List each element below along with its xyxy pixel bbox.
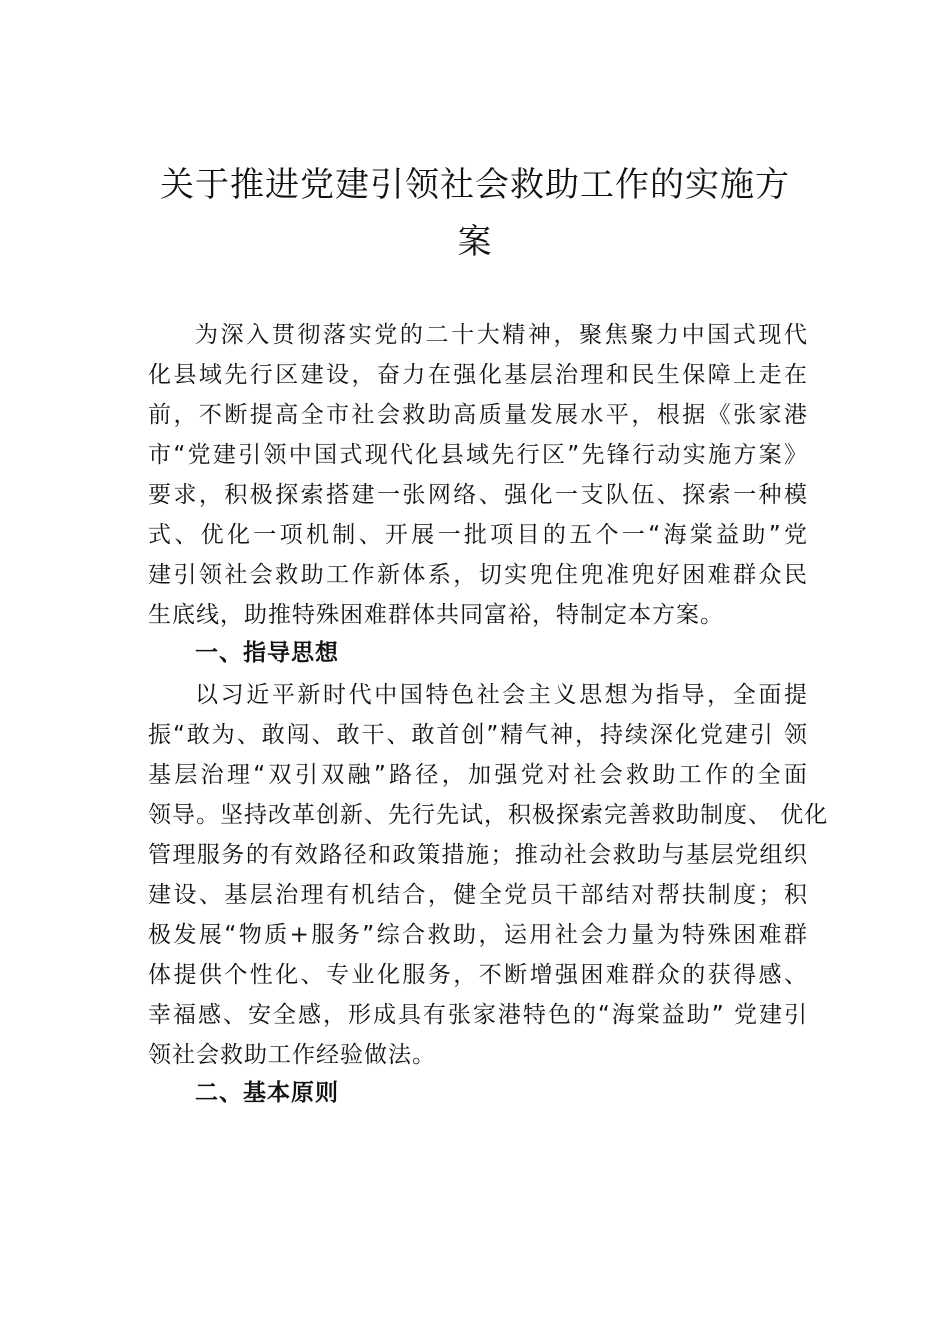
paragraph-1-line: 建引领社会救助工作新体系，切实兜住兜准兜好困难群众民 <box>148 562 808 588</box>
paragraph-2-line: 领导。坚持改革创新、先行先试，积极探索完善救助制度、 优化 <box>148 802 829 828</box>
paragraph-2-line: 基层治理“双引双融”路径，加强党对社会救助工作的全面 <box>148 762 808 788</box>
document-title-line-1: 关于推进党建引领社会救助工作的实施方 <box>160 165 790 205</box>
paragraph-2-line: 体提供个性化、专业化服务，不断增强困难群众的获得感、 <box>148 962 808 988</box>
paragraph-2-line: 建设、基层治理有机结合，健全党员干部结对帮扶制度；积 <box>148 882 808 908</box>
paragraph-1-line: 前，不断提高全市社会救助高质量发展水平，根据《张家港 <box>148 402 808 428</box>
section-heading-basic-principles: 二、基本原则 <box>195 1080 339 1106</box>
paragraph-1-line: 式、优化一项机制、开展一批项目的五个一“海棠益助”党 <box>148 522 808 548</box>
paragraph-2-line: 极发展“物质+服务”综合救助，运用社会力量为特殊困难群 <box>148 922 808 948</box>
document-title-line-2: 案 <box>457 222 493 262</box>
paragraph-2-line: 管理服务的有效路径和政策措施；推动社会救助与基层党组织 <box>148 842 808 868</box>
paragraph-1-line: 化县域先行区建设，奋力在强化基层治理和民生保障上走在 <box>148 362 808 388</box>
paragraph-1-line: 生底线，助推特殊困难群体共同富裕，特制定本方案。 <box>148 602 724 628</box>
paragraph-1-line: 为深入贯彻落实党的二十大精神，聚焦聚力中国式现代 <box>195 322 808 348</box>
paragraph-2-line: 幸福感、安全感，形成具有张家港特色的“海棠益助” 党建引 <box>148 1002 808 1028</box>
paragraph-1-line: 要求，积极探索搭建一张网络、强化一支队伍、探索一种模 <box>148 482 808 508</box>
paragraph-2-line: 振“敢为、敢闯、敢干、敢首创”精气神，持续深化党建引 领 <box>148 722 808 748</box>
paragraph-1-line: 市“党建引领中国式现代化县域先行区”先锋行动实施方案》 <box>148 442 808 468</box>
section-heading-guiding-ideology: 一、指导思想 <box>195 640 339 666</box>
paragraph-2-line: 以习近平新时代中国特色社会主义思想为指导，全面提 <box>195 682 808 708</box>
paragraph-2-line: 领社会救助工作经验做法。 <box>148 1042 436 1068</box>
